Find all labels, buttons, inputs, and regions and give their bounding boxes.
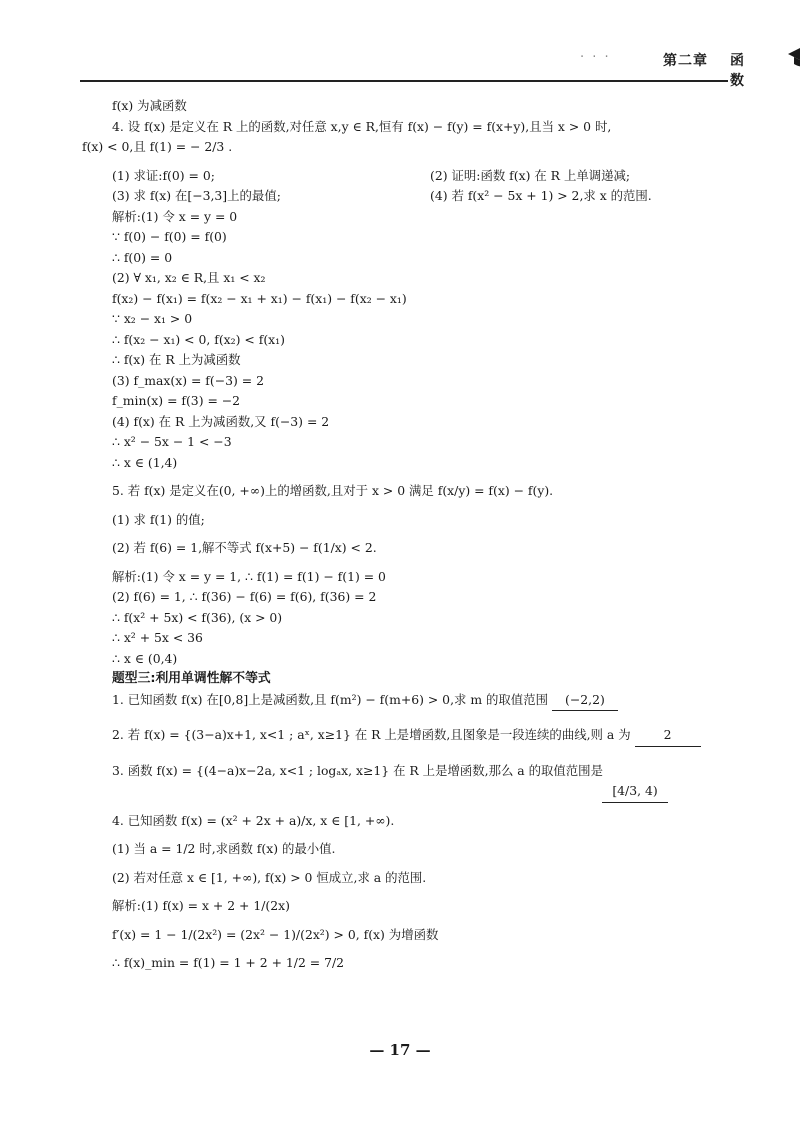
solution-line: f′(x) = 1 − 1/(2x²) = (2x² − 1)/(2x²) > 0, f(x) 为增函数 (112, 926, 439, 942)
sub-question: (2) 若对任意 x ∈ [1, +∞), f(x) > 0 恒成立,求 a 的范围. (112, 869, 427, 885)
sub-question: (2) 若 f(6) = 1,解不等式 f(x+5) − f(1/x) < 2. (112, 540, 377, 555)
exercise-text: 2. 若 f(x) = {(3−a)x+1, x<1 ; aˣ, x≥1} 在 R 上是增函数,且图象是一段连续的曲线,则 a 为 (112, 727, 631, 742)
solution-line: f(x₂) − f(x₁) = f(x₂ − x₁ + x₁) − f(x₁) − f(x₂ − x₁) (112, 290, 407, 306)
chapter-title: 函 数 (730, 53, 758, 89)
problem-5-statement: 5. 若 f(x) 是定义在(0, +∞)上的增函数,且对于 x > 0 满足 f(x/y) = f(x) − f(y). (112, 483, 554, 498)
exercise-1 (82, 690, 722, 712)
sub-questions-row (82, 186, 722, 207)
sub-questions-row (82, 166, 722, 187)
answer-blank: [4/3, 4) (602, 781, 668, 803)
solution-line: (2) f(6) = 1, ∴ f(36) − f(6) = f(6), f(36) = 2 (112, 589, 377, 604)
exercise-text: 1. 已知函数 f(x) 在[0,8]上是减函数,且 f(m²) − f(m+6) > 0,求 m 的取值范围 (112, 691, 548, 707)
page-number: — 17 — (369, 1041, 431, 1059)
sub-question: (1) 当 a = 1/2 时,求函数 f(x) 的最小值. (112, 841, 336, 856)
solution-line: ∴ x² + 5x < 36 (112, 630, 203, 645)
answer-blank: (−2,2) (552, 690, 618, 712)
sub-question: (3) 求 f(x) 在[−3,3]上的最值; (112, 188, 281, 203)
sub-question: (2) 证明:函数 f(x) 在 R 上单调递减; (430, 167, 631, 183)
solution-line: 解析:(1) f(x) = x + 2 + 1/(2x) (112, 898, 290, 913)
exercise-text: 3. 函数 f(x) = {(4−a)x−2a, x<1 ; logₐx, x≥1} 在 R 上是增函数,那么 a 的取值范围是 (112, 762, 603, 778)
solution-line: ∴ f(x² + 5x) < f(36), (x > 0) (112, 609, 283, 625)
problem-4b-statement: 4. 已知函数 f(x) = (x² + 2x + a)/x, x ∈ [1, +∞). (112, 812, 395, 828)
solution-line: ∵ x₂ − x₁ > 0 (112, 311, 193, 326)
solution-line: ∴ f(x) 在 R 上为减函数 (112, 352, 241, 367)
exercise-2 (82, 725, 722, 747)
problem-4-statement: 4. 设 f(x) 是定义在 R 上的函数,对任意 x,y ∈ R,恒有 f(x) − f(y) = f(x+y),且当 x > 0 时, (112, 118, 612, 134)
solution-line: ∴ f(x)_min = f(1) = 1 + 2 + 1/2 = 7/2 (112, 955, 345, 970)
text-line: f(x) 为减函数 (112, 98, 187, 113)
solution-line: ∴ x ∈ (1,4) (112, 454, 178, 470)
exercise-3-answer-row (82, 781, 722, 803)
sub-question: (1) 求证:f(0) = 0; (112, 167, 215, 183)
chapter-label: 第二章 (663, 53, 708, 69)
solution-line: (4) f(x) 在 R 上为减函数,又 f(−3) = 2 (112, 413, 330, 429)
solution-line: 解析:(1) 令 x = y = 1, ∴ f(1) = f(1) − f(1) = 0 (112, 568, 386, 584)
solution-line: ∴ x ∈ (0,4) (112, 650, 178, 666)
page-content (82, 96, 722, 974)
header-rule (80, 80, 728, 82)
sub-question: (4) 若 f(x² − 5x + 1) > 2,求 x 的范围. (430, 188, 652, 203)
solution-line: f_min(x) = f(3) = −2 (112, 393, 241, 408)
solution-line: (2) ∀ x₁, x₂ ∈ R,且 x₁ < x₂ (112, 270, 266, 285)
solution-line: (3) f_max(x) = f(−3) = 2 (112, 372, 264, 388)
solution-line: ∵ f(0) − f(0) = f(0) (112, 229, 227, 244)
header-dots: · · · (580, 50, 611, 65)
page-header (90, 40, 758, 89)
solution-line: ∴ f(x₂ − x₁) < 0, f(x₂) < f(x₁) (112, 331, 285, 347)
solution-line: ∴ f(0) = 0 (112, 249, 173, 265)
solution-line: ∴ x² − 5x − 1 < −3 (112, 434, 232, 449)
solution-line: 解析:(1) 令 x = y = 0 (112, 208, 238, 224)
section-heading: 题型三:利用单调性解不等式 (112, 671, 271, 686)
problem-4-condition: f(x) < 0,且 f(1) = − 2/3 . (82, 139, 233, 154)
graduation-cap-icon (786, 44, 800, 70)
exercise-3 (82, 761, 722, 782)
sub-question: (1) 求 f(1) 的值; (112, 511, 205, 527)
answer-blank: 2 (635, 725, 701, 747)
